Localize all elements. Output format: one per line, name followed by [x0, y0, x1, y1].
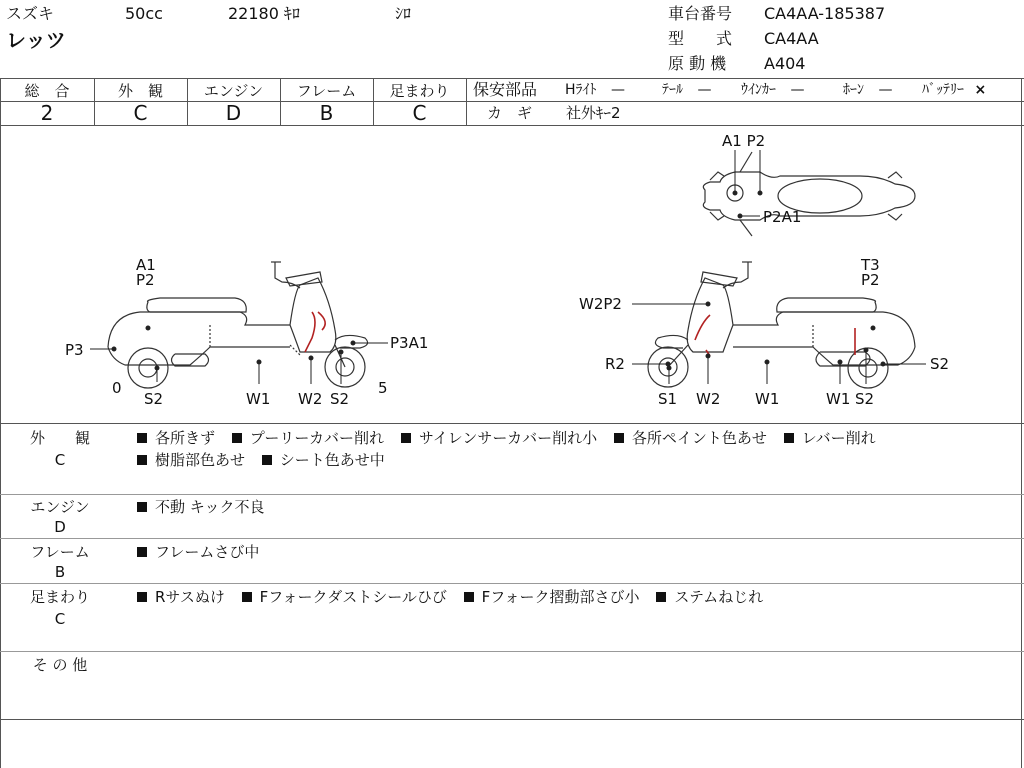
diagram-label: W1	[246, 390, 271, 408]
safety-battery	[922, 81, 986, 99]
header-displacement: 50cc	[125, 4, 163, 23]
diagram-label: S2	[144, 390, 164, 408]
section-suspension-line-1	[137, 586, 775, 608]
safety-tail-mark: —	[697, 82, 712, 98]
section-frame-grade: B	[54, 563, 66, 581]
grade-value-frame: B	[319, 101, 334, 125]
diagram-label: W1	[826, 390, 851, 408]
grade-header: エンジン	[203, 82, 264, 100]
section-divider	[0, 719, 1024, 720]
diagram-label: W1	[755, 390, 780, 408]
safety-label: 保安部品	[473, 80, 538, 99]
diagram-label: P2A1	[763, 208, 802, 226]
remark-item: 樹脂部色あせ	[155, 451, 246, 469]
diagram-label: S2	[330, 390, 350, 408]
type-value: CA4AA	[764, 29, 819, 48]
header-color: ｼﾛ	[395, 4, 412, 23]
diagram-label: W2	[696, 390, 721, 408]
header-mileage: 22180 ｷﾛ	[228, 4, 300, 23]
safety-battery-name: ﾊﾞｯﾃﾘｰ	[922, 82, 964, 98]
section-exterior-line-2	[137, 449, 397, 471]
remark-item: Fフォーク摺動部さび小	[481, 588, 640, 606]
safety-tail-name: ﾃｰﾙ	[662, 82, 683, 98]
section-other-title: そ の 他	[32, 656, 88, 674]
remark-item: サイレンサーカバー削れ小	[418, 429, 598, 447]
frame-number: CA4AA-185387	[764, 4, 886, 23]
section-engine-title: エンジン	[30, 498, 90, 516]
section-divider	[0, 651, 1024, 652]
grade-value-engine: D	[225, 101, 242, 125]
diagram-label: W2	[298, 390, 323, 408]
remark-item: プーリーカバー削れ	[249, 429, 385, 447]
section-frame-title: フレーム	[30, 543, 90, 561]
section-suspension-title: 足まわり	[29, 588, 90, 606]
type-label: 型 式	[668, 29, 733, 48]
safety-winker-name: ｳｲﾝｶｰ	[741, 82, 776, 98]
grade-header: 外 観	[117, 82, 163, 100]
diagram-bottom-border	[0, 423, 1024, 424]
diagram-label: A1	[136, 256, 156, 274]
engine-label: 原 動 機	[668, 54, 727, 73]
safety-battery-mark: ×	[974, 82, 987, 98]
scooter-diagram	[0, 126, 1024, 422]
section-divider	[0, 583, 1024, 584]
safety-tail	[662, 81, 711, 99]
safety-headlight-mark: —	[610, 82, 625, 98]
diagram-label: P3	[65, 341, 84, 359]
grade-value-exterior: C	[133, 101, 148, 125]
remark-item: 各所きず	[155, 429, 216, 447]
safety-winker	[741, 81, 804, 99]
grade-divider	[466, 78, 467, 125]
diagram-label: P2	[136, 271, 155, 289]
remark-item: ステムねじれ	[674, 588, 764, 606]
engine-value: A404	[764, 54, 806, 73]
diagram-label: S2	[855, 390, 875, 408]
grade-header: 足まわり	[389, 82, 450, 100]
grade-header: フレーム	[296, 82, 357, 100]
safety-horn	[843, 81, 892, 99]
diagram-label: S2	[930, 355, 950, 373]
header-maker: スズキ	[6, 4, 55, 23]
diagram-label: P3A1	[390, 334, 429, 352]
safety-horn-mark: —	[878, 82, 893, 98]
grade-value-suspension: C	[412, 101, 427, 125]
grade-table-top	[0, 78, 1024, 79]
remark-item: Rサスぬけ	[155, 588, 225, 606]
diagram-label: R2	[605, 355, 625, 373]
remark-item: フレームさび中	[155, 543, 260, 561]
diagram-label: P2	[861, 271, 880, 289]
remark-item: シート色あせ中	[279, 451, 385, 469]
diagram-label: 5	[378, 379, 388, 397]
safety-headlight-name: Hﾗｲﾄ	[565, 82, 597, 98]
diagram-label: W2P2	[579, 295, 622, 313]
diagram-label: S1	[658, 390, 678, 408]
key-value: 社外ｷｰ2	[566, 104, 621, 122]
section-suspension-grade: C	[54, 610, 66, 628]
remark-item: 不動 キック不良	[155, 498, 265, 516]
grade-value-overall: 2	[40, 101, 54, 125]
remark-item: Fフォークダストシールひび	[259, 588, 447, 606]
frame-number-label: 車台番号	[668, 4, 733, 23]
section-exterior-line-1	[137, 427, 888, 449]
section-exterior-title: 外 観	[29, 429, 90, 447]
header-model: レッツ	[6, 28, 66, 52]
section-divider	[0, 538, 1024, 539]
remark-item: 各所ペイント色あせ	[631, 429, 767, 447]
diagram-label: A1 P2	[722, 132, 766, 150]
section-engine-line-1	[137, 496, 276, 518]
section-exterior-grade: C	[54, 451, 66, 469]
diagram-label: 0	[112, 379, 122, 397]
section-frame-line-1	[137, 541, 271, 563]
safety-headlight	[565, 81, 625, 99]
key-label: カ ギ	[487, 104, 533, 122]
remark-item: レバー削れ	[801, 429, 876, 447]
section-divider	[0, 494, 1024, 495]
diagram-label: T3	[861, 256, 880, 274]
safety-horn-name: ﾎｰﾝ	[843, 82, 864, 98]
safety-winker-mark: —	[790, 82, 805, 98]
grade-header: 総 合	[24, 82, 70, 100]
section-engine-grade: D	[54, 518, 66, 536]
